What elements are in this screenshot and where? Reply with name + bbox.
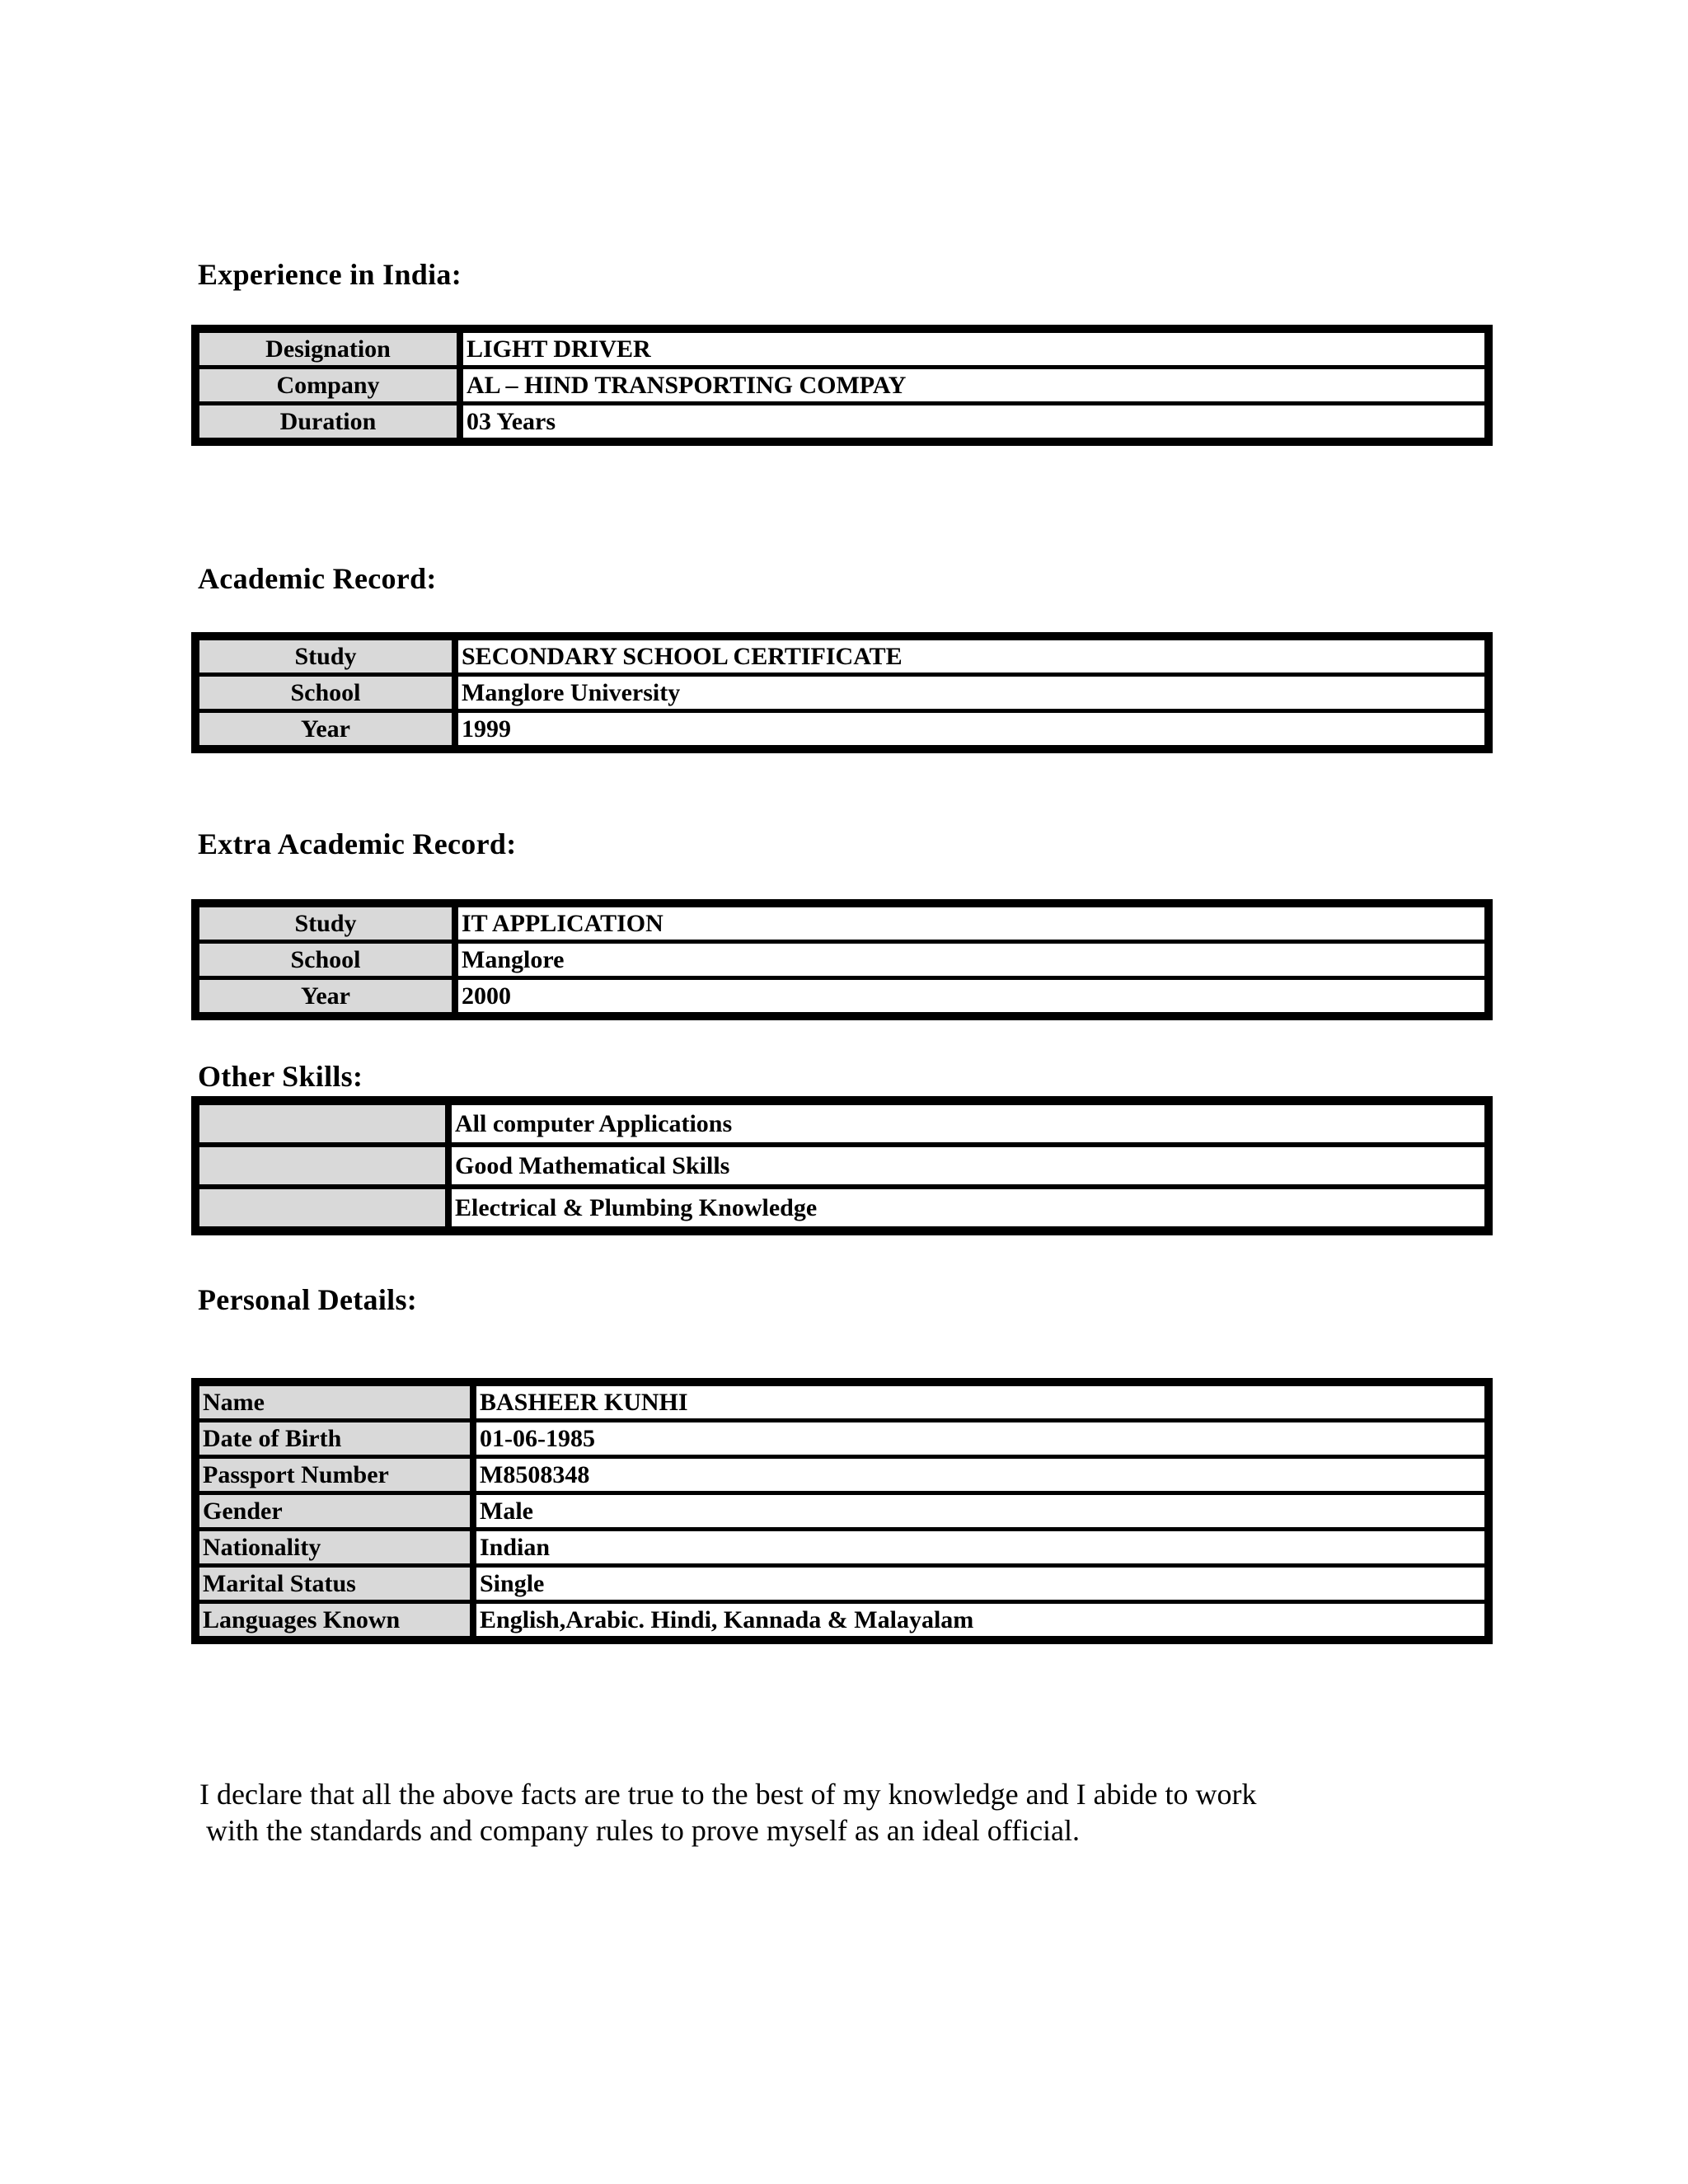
school-value: Manglore: [452, 944, 1489, 976]
year-label: Year: [195, 980, 452, 1012]
nationality-value: Indian: [470, 1531, 1489, 1563]
experience-heading: Experience in India:: [198, 258, 462, 291]
study-value: IT APPLICATION: [452, 907, 1489, 940]
duration-label: Duration: [195, 405, 457, 438]
study-value: SECONDARY SCHOOL CERTIFICATE: [452, 640, 1489, 673]
year-value: 2000: [452, 980, 1489, 1012]
designation-label: Designation: [195, 333, 457, 365]
skill-value: Good Mathematical Skills: [445, 1147, 1489, 1184]
personal-details-heading: Personal Details:: [198, 1283, 418, 1316]
table-row: [195, 1105, 1489, 1142]
extra-academic-table: [191, 899, 1493, 1020]
dob-value: 01-06-1985: [470, 1422, 1489, 1455]
company-value: AL – HIND TRANSPORTING COMPAY: [457, 369, 1489, 401]
study-label: Study: [195, 907, 452, 940]
table-row: [195, 713, 1489, 745]
table-row: [195, 1568, 1489, 1600]
study-label: Study: [195, 640, 452, 673]
table-row: [195, 1386, 1489, 1418]
table-row: [195, 640, 1489, 673]
table-row: [195, 1495, 1489, 1527]
table-row: [195, 677, 1489, 709]
table-row: [195, 1147, 1489, 1184]
passport-value: M8508348: [470, 1459, 1489, 1491]
skill-label: [195, 1189, 445, 1226]
passport-label: Passport Number: [195, 1459, 470, 1491]
table-row: [195, 369, 1489, 401]
languages-value: English,Arabic. Hindi, Kannada & Malayalam: [470, 1604, 1489, 1636]
skill-value: Electrical & Plumbing Knowledge: [445, 1189, 1489, 1226]
table-row: [195, 333, 1489, 365]
table-row: [195, 1459, 1489, 1491]
name-value: BASHEER KUNHI: [470, 1386, 1489, 1418]
table-row: [195, 1422, 1489, 1455]
declaration-text: [199, 1776, 1353, 1849]
marital-status-value: Single: [470, 1568, 1489, 1600]
school-value: Manglore University: [452, 677, 1489, 709]
skill-label: [195, 1105, 445, 1142]
other-skills-heading: Other Skills:: [198, 1060, 363, 1093]
other-skills-table: [191, 1096, 1493, 1235]
table-row: [195, 1604, 1489, 1636]
name-label: Name: [195, 1386, 470, 1418]
table-row: [195, 1189, 1489, 1226]
declaration-line-1: I declare that all the above facts are true to the best of my knowledge and I abide to work: [199, 1778, 1257, 1811]
skill-value: All computer Applications: [445, 1105, 1489, 1142]
extra-academic-heading: Extra Academic Record:: [198, 827, 517, 860]
gender-value: Male: [470, 1495, 1489, 1527]
duration-value: 03 Years: [457, 405, 1489, 438]
marital-status-label: Marital Status: [195, 1568, 470, 1600]
academic-heading: Academic Record:: [198, 562, 437, 595]
skill-label: [195, 1147, 445, 1184]
year-label: Year: [195, 713, 452, 745]
table-row: [195, 980, 1489, 1012]
school-label: School: [195, 944, 452, 976]
school-label: School: [195, 677, 452, 709]
nationality-label: Nationality: [195, 1531, 470, 1563]
company-label: Company: [195, 369, 457, 401]
table-row: [195, 944, 1489, 976]
gender-label: Gender: [195, 1495, 470, 1527]
table-row: [195, 405, 1489, 438]
table-row: [195, 907, 1489, 940]
personal-details-table: [191, 1378, 1493, 1644]
year-value: 1999: [452, 713, 1489, 745]
table-row: [195, 1531, 1489, 1563]
academic-table: [191, 632, 1493, 753]
designation-value: LIGHT DRIVER: [457, 333, 1489, 365]
declaration-line-2: with the standards and company rules to prove myself as an ideal official.: [206, 1814, 1081, 1847]
experience-table: [191, 325, 1493, 446]
languages-label: Languages Known: [195, 1604, 470, 1636]
dob-label: Date of Birth: [195, 1422, 470, 1455]
